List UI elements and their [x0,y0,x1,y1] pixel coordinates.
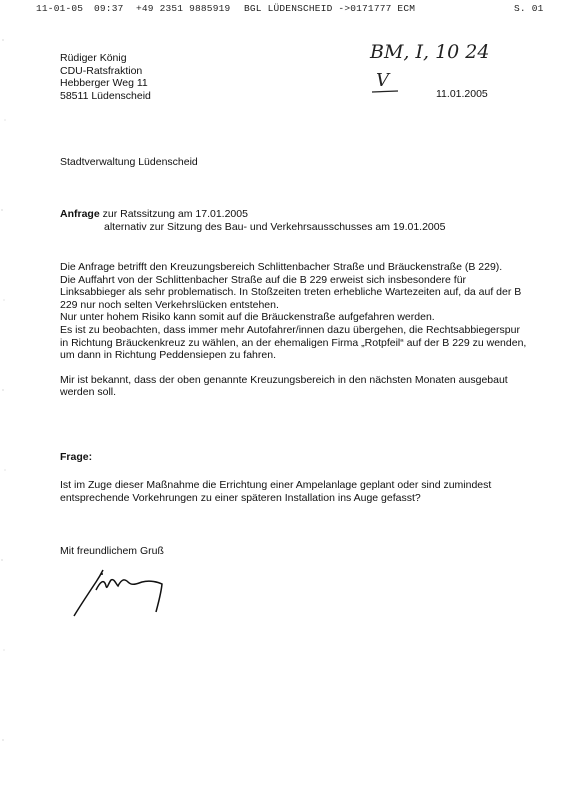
sender-group: CDU-Ratsfraktion [60,64,143,77]
letter-date: 11.01.2005 [436,88,488,100]
subject-line1: zur Ratssitzung am 17.01.2005 [99,208,248,220]
letter-body [60,261,528,399]
fax-transmission-header [0,3,572,17]
fax-route: BGL LÜDENSCHEID ->0171777 ECM [244,3,416,14]
subject [60,208,445,233]
sender-name: Rüdiger König [60,52,127,64]
handwritten-note [368,36,508,96]
body-paragraph-1: Die Anfrage betrifft den Kreuzungsbereich Schlittenbacher Straße und Bräuckenstraße (B 229). [60,261,503,273]
fax-date: 11-01-05 [36,3,84,14]
fax-edge-noise [0,0,8,788]
body-paragraph-2: Die Auffahrt von der Schlittenbacher Straße auf die B 229 erweist sich insbesondere für Linksabbieger als sehr problematisch. In Stoßzeiten treten erhebliche Wartezeiten auf, da auf der B 229 nur noch selten Verkehrslücken entstehen. [60,273,522,311]
question-heading: Frage: [60,451,93,463]
signature-icon [66,560,176,620]
fax-time: 09:37 [94,3,124,14]
fax-number: +49 2351 9885919 [136,3,231,14]
sender-city: 58511 Lüdenscheid [60,89,151,102]
sender-street: Hebberger Weg 11 [60,77,148,90]
subject-line2: alternativ zur Sitzung des Bau- und Verkehrsausschusses am 19.01.2005 [104,220,446,233]
body-paragraph-5: Mir ist bekannt, dass der oben genannte Kreuzungsbereich in den nächsten Monaten ausgebaut werden soll. [60,373,508,399]
sender-address [60,52,151,102]
body-paragraph-3: Nur unter hohem Risiko kann somit auf die Bräuckenstraße aufgefahren werden. [60,311,435,324]
closing-salutation: Mit freundlichem Gruß [60,545,164,557]
handwritten-note-line1: BM, I, 10 24 [370,41,490,63]
body-paragraph-4: Es ist zu beobachten, dass immer mehr Autofahrer/innen dazu übergehen, die Rechtsabbiegerspur in Richtung Bräuckenkreuz zu wählen, an der ehemaligen Firma „Rotpfeil“ auf der B 229 zu wenden, um dann in Richtung Peddensiepen zu fahren. [60,323,527,362]
handwritten-note-line2: V [376,70,389,91]
question-text: Ist im Zuge dieser Maßnahme die Errichtung einer Ampelanlage geplant oder sind zumindest entsprechende Vorkehrungen zu einer späteren Installation ins Auge gefasst? [60,479,492,504]
fax-page: S. 01 [514,3,544,14]
subject-keyword: Anfrage [60,208,100,220]
recipient: Stadtverwaltung Lüdenscheid [60,156,198,168]
